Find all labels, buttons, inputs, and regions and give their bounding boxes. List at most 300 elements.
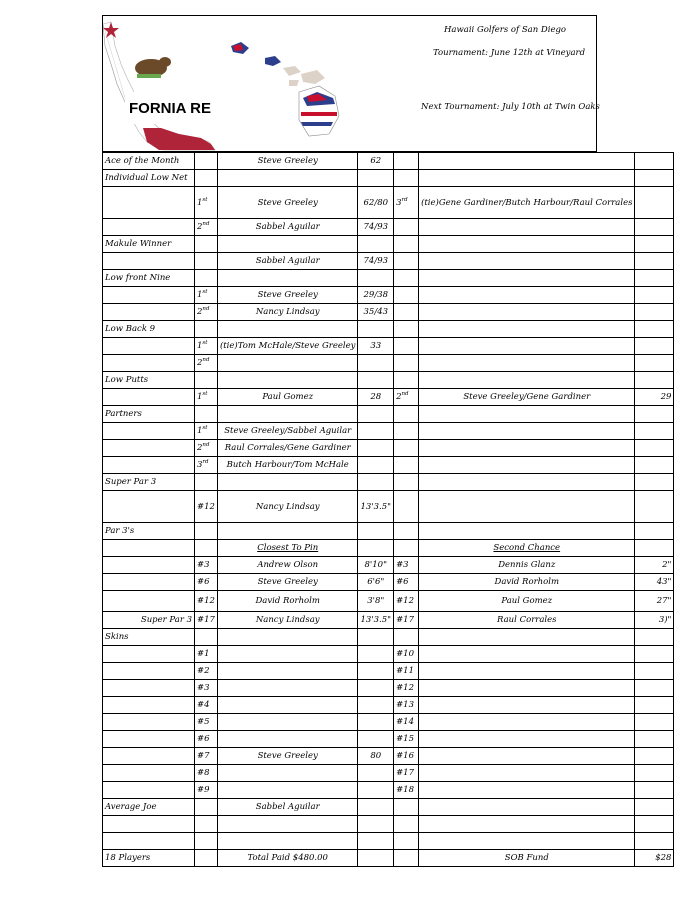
row-score	[358, 540, 394, 557]
row-name	[217, 170, 358, 187]
row-name	[217, 270, 358, 287]
row-name	[217, 697, 358, 714]
row-label	[103, 557, 195, 574]
row-name2	[419, 457, 635, 474]
row-label	[103, 457, 195, 474]
row-score	[358, 850, 394, 867]
row-place2	[394, 523, 419, 540]
row-label	[103, 355, 195, 372]
row-name: Total Paid $480.00	[217, 850, 358, 867]
row-score	[358, 816, 394, 833]
row-name	[217, 646, 358, 663]
table-row	[103, 236, 674, 253]
table-row	[103, 321, 674, 338]
row-score2	[635, 355, 674, 372]
row-score	[358, 457, 394, 474]
table-row	[103, 833, 674, 850]
row-place	[195, 236, 218, 253]
row-score: 62	[358, 153, 394, 170]
row-place: #12	[195, 591, 218, 612]
row-label	[103, 731, 195, 748]
header-panel	[102, 15, 600, 152]
row-place: #6	[195, 731, 218, 748]
row-score2	[635, 680, 674, 697]
row-score	[358, 523, 394, 540]
row-score	[358, 697, 394, 714]
row-name: Nancy Lindsay	[217, 491, 358, 523]
row-place	[195, 850, 218, 867]
row-place2	[394, 833, 419, 850]
row-score2	[635, 799, 674, 816]
row-place2: #11	[394, 663, 419, 680]
row-name	[217, 782, 358, 799]
ordinal-suffix: nd	[202, 357, 210, 364]
row-place	[195, 270, 218, 287]
row-score	[358, 423, 394, 440]
row-label	[103, 389, 195, 406]
row-name	[217, 321, 358, 338]
row-place2	[394, 816, 419, 833]
row-name2	[419, 782, 635, 799]
table-row	[103, 591, 674, 612]
row-name2	[419, 236, 635, 253]
row-name: Closest To Pin	[217, 540, 358, 557]
row-name: Steve Greeley	[217, 574, 358, 591]
row-place	[195, 321, 218, 338]
row-score2: 43"	[635, 574, 674, 591]
row-name: (tie)Tom McHale/Steve Greeley	[217, 338, 358, 355]
row-place2: #15	[394, 731, 419, 748]
row-name	[217, 833, 358, 850]
row-place: 2nd	[195, 440, 218, 457]
row-name	[217, 629, 358, 646]
row-place2	[394, 338, 419, 355]
row-score2	[635, 287, 674, 304]
row-score	[358, 680, 394, 697]
row-label	[103, 491, 195, 523]
row-place: #2	[195, 663, 218, 680]
next-tournament-info: Next Tournament: July 10th at Twin Oaks	[421, 102, 600, 112]
hawaii-islands	[231, 42, 339, 136]
ordinal-suffix: st	[202, 425, 208, 432]
row-name: Nancy Lindsay	[217, 304, 358, 321]
row-place2	[394, 474, 419, 491]
row-name: Sabbel Aguilar	[217, 219, 358, 236]
table-row	[103, 355, 674, 372]
row-score: 74/93	[358, 253, 394, 270]
tournament-info: Tournament: June 12th at Vineyard	[433, 48, 586, 58]
ordinal-suffix: nd	[401, 391, 409, 398]
table-row	[103, 765, 674, 782]
row-name	[217, 714, 358, 731]
table-row	[103, 540, 674, 557]
row-label: Par 3's	[103, 523, 195, 540]
row-place: 3rd	[195, 457, 218, 474]
row-score2	[635, 304, 674, 321]
row-name2	[419, 253, 635, 270]
row-name	[217, 663, 358, 680]
table-row	[103, 697, 674, 714]
table-row	[103, 389, 674, 406]
ordinal-suffix: nd	[202, 442, 210, 449]
row-place	[195, 170, 218, 187]
row-score	[358, 236, 394, 253]
results-table	[102, 152, 674, 867]
row-name2: Steve Greeley/Gene Gardiner	[419, 389, 635, 406]
row-name2: David Rorholm	[419, 574, 635, 591]
row-name2	[419, 423, 635, 440]
row-place: #3	[195, 557, 218, 574]
table-row	[103, 491, 674, 523]
row-score	[358, 663, 394, 680]
row-name: Steve Greeley	[217, 748, 358, 765]
row-score2	[635, 748, 674, 765]
row-place	[195, 799, 218, 816]
ordinal-suffix: nd	[202, 306, 210, 313]
row-label	[103, 816, 195, 833]
row-place	[195, 833, 218, 850]
row-name2: (tie)Gene Gardiner/Butch Harbour/Raul Corrales	[419, 187, 635, 219]
row-name2	[419, 304, 635, 321]
row-place: #7	[195, 748, 218, 765]
row-label	[103, 663, 195, 680]
ordinal-suffix: st	[202, 196, 208, 203]
row-place2: #18	[394, 782, 419, 799]
row-name2	[419, 680, 635, 697]
row-label	[103, 253, 195, 270]
row-score	[358, 270, 394, 287]
row-label: Super Par 3	[103, 474, 195, 491]
row-name: Steve Greeley	[217, 287, 358, 304]
row-place2	[394, 253, 419, 270]
row-label	[103, 833, 195, 850]
row-score	[358, 372, 394, 389]
row-score2	[635, 765, 674, 782]
table-row	[103, 816, 674, 833]
ordinal-suffix: rd	[202, 459, 209, 466]
row-name2: Raul Corrales	[419, 612, 635, 629]
row-score: 33	[358, 338, 394, 355]
row-name2	[419, 697, 635, 714]
row-place	[195, 153, 218, 170]
row-score2	[635, 321, 674, 338]
row-label: Super Par 3	[103, 612, 195, 629]
row-label	[103, 440, 195, 457]
ordinal-suffix: nd	[202, 221, 210, 228]
row-place: 2nd	[195, 355, 218, 372]
row-name: Steve Greeley	[217, 153, 358, 170]
row-place: 1st	[195, 389, 218, 406]
row-place2	[394, 304, 419, 321]
row-score2	[635, 170, 674, 187]
row-name2	[419, 270, 635, 287]
row-place2	[394, 457, 419, 474]
row-name	[217, 765, 358, 782]
table-row	[103, 557, 674, 574]
row-score2	[635, 629, 674, 646]
row-label: Skins	[103, 629, 195, 646]
table-row	[103, 523, 674, 540]
row-place: 1st	[195, 187, 218, 219]
table-row	[103, 304, 674, 321]
row-label	[103, 187, 195, 219]
row-name	[217, 523, 358, 540]
row-score2	[635, 457, 674, 474]
row-name2	[419, 372, 635, 389]
row-place2: #12	[394, 591, 419, 612]
row-name2	[419, 355, 635, 372]
row-score	[358, 765, 394, 782]
row-place2	[394, 540, 419, 557]
row-name: Raul Corrales/Gene Gardiner	[217, 440, 358, 457]
row-label: Average Joe	[103, 799, 195, 816]
row-name: Sabbel Aguilar	[217, 799, 358, 816]
row-place: #9	[195, 782, 218, 799]
row-name2	[419, 440, 635, 457]
table-row	[103, 663, 674, 680]
row-name2	[419, 406, 635, 423]
table-row	[103, 187, 674, 219]
row-place2	[394, 219, 419, 236]
row-place2: #13	[394, 697, 419, 714]
row-score	[358, 782, 394, 799]
row-name: Steve Greeley	[217, 187, 358, 219]
row-place	[195, 406, 218, 423]
row-score2	[635, 372, 674, 389]
row-place: #5	[195, 714, 218, 731]
row-score: 13'3.5"	[358, 491, 394, 523]
row-place2	[394, 799, 419, 816]
row-place2	[394, 423, 419, 440]
row-name2	[419, 338, 635, 355]
california-hawaii-flag-map	[103, 16, 433, 151]
row-score	[358, 474, 394, 491]
table-row	[103, 714, 674, 731]
row-place2: 3rd	[394, 187, 419, 219]
row-name	[217, 372, 358, 389]
row-score2	[635, 474, 674, 491]
row-name2	[419, 714, 635, 731]
row-place2: 2nd	[394, 389, 419, 406]
row-score	[358, 321, 394, 338]
row-place2	[394, 491, 419, 523]
row-score2	[635, 714, 674, 731]
ordinal-suffix: st	[202, 289, 208, 296]
row-score	[358, 799, 394, 816]
row-label: Low Back 9	[103, 321, 195, 338]
row-name2	[419, 833, 635, 850]
row-label	[103, 574, 195, 591]
row-score2	[635, 338, 674, 355]
row-place: #8	[195, 765, 218, 782]
row-place2: #6	[394, 574, 419, 591]
table-row	[103, 406, 674, 423]
row-score2	[635, 406, 674, 423]
row-place2	[394, 153, 419, 170]
row-place2	[394, 287, 419, 304]
row-label	[103, 591, 195, 612]
row-score2	[635, 646, 674, 663]
row-place2	[394, 372, 419, 389]
row-score: 29/38	[358, 287, 394, 304]
row-label	[103, 540, 195, 557]
row-score: 62/80	[358, 187, 394, 219]
row-score2: 27"	[635, 591, 674, 612]
table-row	[103, 440, 674, 457]
row-place	[195, 253, 218, 270]
row-place	[195, 474, 218, 491]
row-label	[103, 714, 195, 731]
row-name	[217, 731, 358, 748]
row-label: Low Putts	[103, 372, 195, 389]
row-name2: Paul Gomez	[419, 591, 635, 612]
row-score	[358, 355, 394, 372]
row-score: 74/93	[358, 219, 394, 236]
row-name: Paul Gomez	[217, 389, 358, 406]
row-label	[103, 765, 195, 782]
row-score: 28	[358, 389, 394, 406]
table-row	[103, 253, 674, 270]
row-label	[103, 782, 195, 799]
row-score2	[635, 423, 674, 440]
row-name2	[419, 219, 635, 236]
row-name2	[419, 321, 635, 338]
row-place2: #17	[394, 612, 419, 629]
table-row	[103, 474, 674, 491]
table-row	[103, 782, 674, 799]
row-score	[358, 170, 394, 187]
row-place: 1st	[195, 423, 218, 440]
row-name: Butch Harbour/Tom McHale	[217, 457, 358, 474]
row-score2	[635, 663, 674, 680]
row-score2	[635, 816, 674, 833]
row-name: David Rorholm	[217, 591, 358, 612]
row-label: Individual Low Net	[103, 170, 195, 187]
table-row	[103, 270, 674, 287]
row-label	[103, 338, 195, 355]
row-place2	[394, 440, 419, 457]
row-name2: Dennis Glanz	[419, 557, 635, 574]
ordinal-suffix: st	[202, 391, 208, 398]
row-place2	[394, 236, 419, 253]
table-row	[103, 629, 674, 646]
row-score2	[635, 697, 674, 714]
row-name2	[419, 523, 635, 540]
row-place	[195, 629, 218, 646]
row-score2	[635, 540, 674, 557]
row-place: 1st	[195, 338, 218, 355]
row-place	[195, 540, 218, 557]
row-label: Ace of the Month	[103, 153, 195, 170]
club-name: Hawaii Golfers of San Diego	[444, 25, 567, 35]
row-score: 13'3.5"	[358, 612, 394, 629]
table-row	[103, 457, 674, 474]
row-label: 18 Players	[103, 850, 195, 867]
row-place2: #10	[394, 646, 419, 663]
row-score2	[635, 236, 674, 253]
row-place2	[394, 406, 419, 423]
row-score	[358, 714, 394, 731]
row-name2	[419, 765, 635, 782]
row-place	[195, 523, 218, 540]
row-place2	[394, 170, 419, 187]
table-row	[103, 219, 674, 236]
row-score2	[635, 270, 674, 287]
row-name	[217, 406, 358, 423]
row-score2: 29	[635, 389, 674, 406]
row-score2	[635, 731, 674, 748]
row-score: 3'8"	[358, 591, 394, 612]
row-name2	[419, 153, 635, 170]
row-label	[103, 748, 195, 765]
row-place: #12	[195, 491, 218, 523]
row-name2	[419, 663, 635, 680]
row-place2: #16	[394, 748, 419, 765]
table-row	[103, 799, 674, 816]
row-label	[103, 219, 195, 236]
row-score	[358, 731, 394, 748]
table-row	[103, 646, 674, 663]
row-score2	[635, 253, 674, 270]
row-score2: 2"	[635, 557, 674, 574]
row-label	[103, 646, 195, 663]
row-score	[358, 646, 394, 663]
flag-text: FORNIA RE	[129, 100, 211, 117]
row-name2	[419, 629, 635, 646]
row-name2: Second Chance	[419, 540, 635, 557]
row-name2	[419, 287, 635, 304]
row-place: #1	[195, 646, 218, 663]
row-place: 1st	[195, 287, 218, 304]
row-score2	[635, 219, 674, 236]
row-label	[103, 697, 195, 714]
row-place2: #14	[394, 714, 419, 731]
row-name2	[419, 474, 635, 491]
row-label: Low front Nine	[103, 270, 195, 287]
row-score2	[635, 440, 674, 457]
row-score	[358, 406, 394, 423]
row-place	[195, 372, 218, 389]
row-name: Sabbel Aguilar	[217, 253, 358, 270]
row-name2	[419, 170, 635, 187]
ordinal-suffix: rd	[401, 196, 408, 203]
row-place: #17	[195, 612, 218, 629]
ordinal-suffix: st	[202, 340, 208, 347]
table-row	[103, 680, 674, 697]
row-name: Andrew Olson	[217, 557, 358, 574]
table-row	[103, 574, 674, 591]
row-place: #3	[195, 680, 218, 697]
row-name: Nancy Lindsay	[217, 612, 358, 629]
row-score2	[635, 153, 674, 170]
row-score2: 3)"	[635, 612, 674, 629]
row-place	[195, 816, 218, 833]
row-name2	[419, 731, 635, 748]
row-place2	[394, 355, 419, 372]
row-place2	[394, 850, 419, 867]
row-name	[217, 236, 358, 253]
row-place2	[394, 321, 419, 338]
row-score2	[635, 491, 674, 523]
table-row	[103, 287, 674, 304]
table-row	[103, 423, 674, 440]
table-row	[103, 612, 674, 629]
row-name2	[419, 816, 635, 833]
row-place: #4	[195, 697, 218, 714]
row-score: 6'6"	[358, 574, 394, 591]
row-label	[103, 304, 195, 321]
table-row	[103, 748, 674, 765]
